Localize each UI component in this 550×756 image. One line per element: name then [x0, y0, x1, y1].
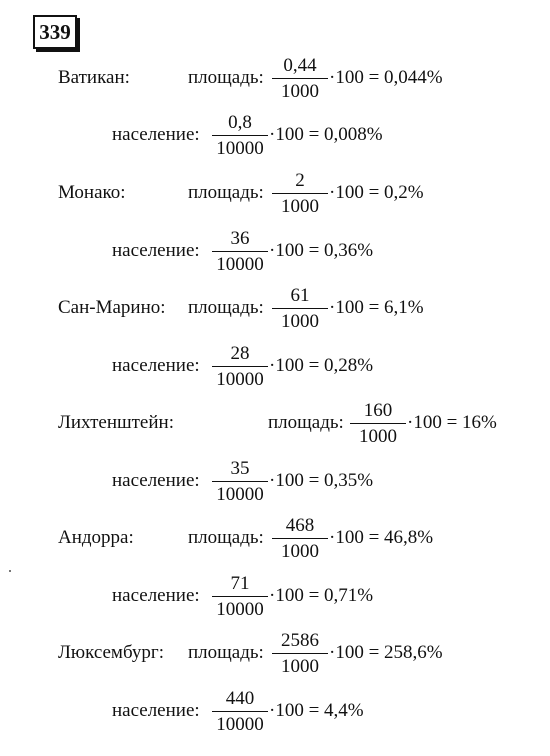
- fraction: [350, 400, 406, 448]
- calculation-result: ·100 = 46,8%: [329, 527, 434, 548]
- fraction-numerator: 0,44: [283, 55, 317, 76]
- fraction: [212, 112, 268, 160]
- country-label: Андорра:: [58, 527, 134, 548]
- fraction-numerator: 440: [225, 688, 255, 709]
- fraction-bar: [212, 135, 268, 136]
- fraction-denominator: 1000: [281, 656, 319, 677]
- problem-number-badge: 339: [33, 15, 77, 49]
- measure-label: площадь:: [188, 182, 264, 203]
- fraction-bar: [272, 538, 328, 539]
- fraction-denominator: 10000: [216, 484, 264, 505]
- calculation-result: ·100 = 0,35%: [269, 470, 374, 491]
- fraction-numerator: 61: [290, 285, 310, 306]
- measure-label: площадь:: [268, 412, 344, 433]
- fraction-bar: [272, 308, 328, 309]
- fraction-numerator: 2586: [281, 630, 319, 651]
- measure-label: население:: [112, 240, 200, 261]
- measure-label: площадь:: [188, 527, 264, 548]
- calculation-result: ·100 = 0,36%: [269, 240, 374, 261]
- fraction: [272, 55, 328, 103]
- calculation-result: ·100 = 0,044%: [329, 67, 443, 88]
- calculation-result: ·100 = 16%: [407, 412, 497, 433]
- fraction-denominator: 1000: [281, 541, 319, 562]
- calculation-result: ·100 = 6,1%: [329, 297, 424, 318]
- fraction: [212, 688, 268, 736]
- calculation-result: ·100 = 4,4%: [269, 700, 364, 721]
- fraction-bar: [350, 423, 406, 424]
- fraction-numerator: 468: [285, 515, 315, 536]
- measure-label: население:: [112, 700, 200, 721]
- measure-label: население:: [112, 355, 200, 376]
- fraction-denominator: 10000: [216, 714, 264, 735]
- scan-speck: [9, 570, 11, 572]
- fraction: [212, 343, 268, 391]
- fraction-denominator: 1000: [281, 81, 319, 102]
- fraction-bar: [212, 711, 268, 712]
- country-label: Монако:: [58, 182, 126, 203]
- fraction-numerator: 2: [295, 170, 305, 191]
- country-label: Сан-Марино:: [58, 297, 166, 318]
- fraction-bar: [272, 78, 328, 79]
- fraction: [272, 630, 328, 678]
- fraction-denominator: 10000: [216, 254, 264, 275]
- fraction: [212, 458, 268, 506]
- calculation-result: ·100 = 0,008%: [269, 124, 383, 145]
- fraction-numerator: 28: [230, 343, 250, 364]
- fraction-bar: [212, 251, 268, 252]
- measure-label: площадь:: [188, 67, 264, 88]
- fraction-numerator: 35: [230, 458, 250, 479]
- fraction-denominator: 1000: [281, 196, 319, 217]
- fraction-numerator: 0,8: [228, 112, 252, 133]
- calculation-result: ·100 = 258,6%: [329, 642, 443, 663]
- fraction: [212, 573, 268, 621]
- fraction-numerator: 36: [230, 228, 250, 249]
- fraction: [272, 170, 328, 218]
- calculation-result: ·100 = 0,2%: [329, 182, 424, 203]
- country-label: Ватикан:: [58, 67, 130, 88]
- measure-label: площадь:: [188, 642, 264, 663]
- country-label: Лихтенштейн:: [58, 412, 174, 433]
- calculation-result: ·100 = 0,28%: [269, 355, 374, 376]
- fraction: [272, 515, 328, 563]
- fraction-bar: [212, 366, 268, 367]
- fraction-denominator: 10000: [216, 599, 264, 620]
- measure-label: население:: [112, 124, 200, 145]
- measure-label: площадь:: [188, 297, 264, 318]
- country-label: Люксембург:: [58, 642, 164, 663]
- fraction-denominator: 10000: [216, 369, 264, 390]
- fraction-denominator: 1000: [359, 426, 397, 447]
- fraction: [212, 228, 268, 276]
- calculation-result: ·100 = 0,71%: [269, 585, 374, 606]
- fraction-numerator: 71: [230, 573, 250, 594]
- fraction-bar: [272, 193, 328, 194]
- fraction-denominator: 10000: [216, 138, 264, 159]
- measure-label: население:: [112, 585, 200, 606]
- fraction-numerator: 160: [363, 400, 393, 421]
- fraction-bar: [212, 481, 268, 482]
- fraction-bar: [272, 653, 328, 654]
- measure-label: население:: [112, 470, 200, 491]
- fraction-denominator: 1000: [281, 311, 319, 332]
- fraction: [272, 285, 328, 333]
- fraction-bar: [212, 596, 268, 597]
